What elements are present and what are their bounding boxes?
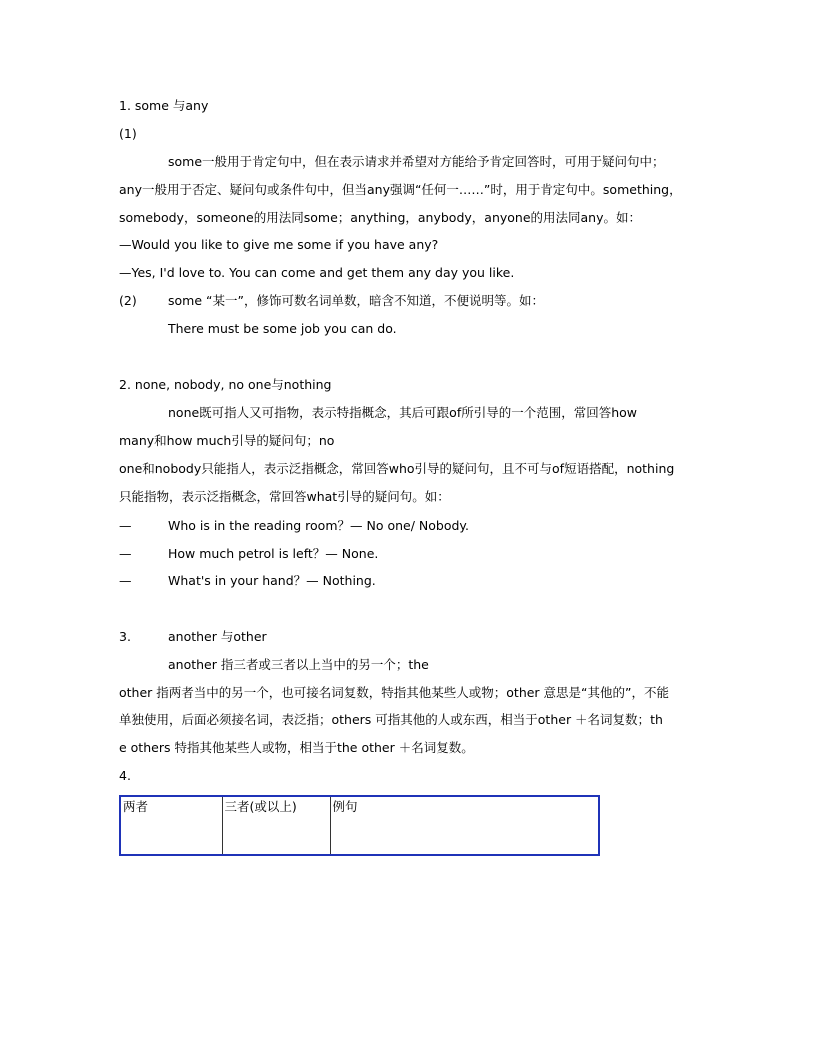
section-3-paragraph-line-3: 单独使用，后面必须接名词，表泛指；others 可指其他的人或东西，相当于other ＋名词复数；th xyxy=(119,712,663,727)
section-3-paragraph-line-2: other 指两者当中的另一个，也可接名词复数，特指其他某些人或物；other 意思是“其他的”，不能 xyxy=(119,685,670,700)
section-1-paragraph-line-1: some一般用于肯定句中，但在表示请求并希望对方能给予肯定回答时，可用于疑问句中； xyxy=(168,154,665,169)
section-1-example-1: —Would you like to give me some if you have any? xyxy=(119,237,439,252)
section-2-paragraph-line-2: many和how much引导的疑问句；no xyxy=(119,433,335,448)
section-1-paragraph-line-2: any一般用于否定、疑问句或条件句中，但当any强调“任何一……”时，用于肯定句中。something， xyxy=(119,182,682,197)
section-2-paragraph-line-4: 只能指物，表示泛指概念，常回答what引导的疑问句。如： xyxy=(119,489,450,504)
section-1-example-2: —Yes, I'd love to. You can come and get them any day you like. xyxy=(119,265,515,280)
section-2-example-3-dash: — xyxy=(119,573,132,588)
section-3-paragraph-line-4: e others 特指其他某些人或物，相当于the other ＋名词复数。 xyxy=(119,740,474,755)
section-3-paragraph-line-1: another 指三者或三者以上当中的另一个；the xyxy=(168,657,429,672)
comparison-table xyxy=(119,795,600,856)
section-2-example-2-dash: — xyxy=(119,546,132,561)
section-2-example-1-dash: — xyxy=(119,518,132,533)
table-header-example: 例句 xyxy=(330,796,599,855)
section-2-example-2: How much petrol is left？— None. xyxy=(168,546,379,561)
section-2-paragraph-line-1: none既可指人又可指物，表示特指概念，其后可跟of所引导的一个范围，常回答how xyxy=(168,405,638,420)
section-2-example-1: Who is in the reading room？— No one/ Nobody. xyxy=(168,518,470,533)
section-1-example-3: There must be some job you can do. xyxy=(168,321,397,336)
section-2-heading: 2. none, nobody, no one与nothing xyxy=(119,377,332,392)
section-2-example-3: What's in your hand？— Nothing. xyxy=(168,573,376,588)
section-2-paragraph-line-3: one和nobody只能指人，表示泛指概念，常回答who引导的疑问句，且不可与of短语搭配，nothing xyxy=(119,461,675,476)
table-header-two: 两者 xyxy=(120,796,222,855)
section-4-number: 4. xyxy=(119,768,131,783)
section-1-sub-2-label: (2) xyxy=(119,293,137,308)
section-3-title: another 与other xyxy=(168,629,267,644)
table-row xyxy=(120,796,599,855)
section-1-heading: 1. some 与any xyxy=(119,98,209,113)
section-1-sub-2-text: some “某一”，修饰可数名词单数，暗含不知道，不便说明等。如： xyxy=(168,293,544,308)
section-3-number: 3. xyxy=(119,629,131,644)
section-1-sub-1-label: (1) xyxy=(119,126,137,141)
section-1-paragraph-line-3: somebody，someone的用法同some；anything，anybody，anyone的用法同any。如： xyxy=(119,210,642,225)
table-header-three-or-more: 三者(或以上) xyxy=(222,796,330,855)
